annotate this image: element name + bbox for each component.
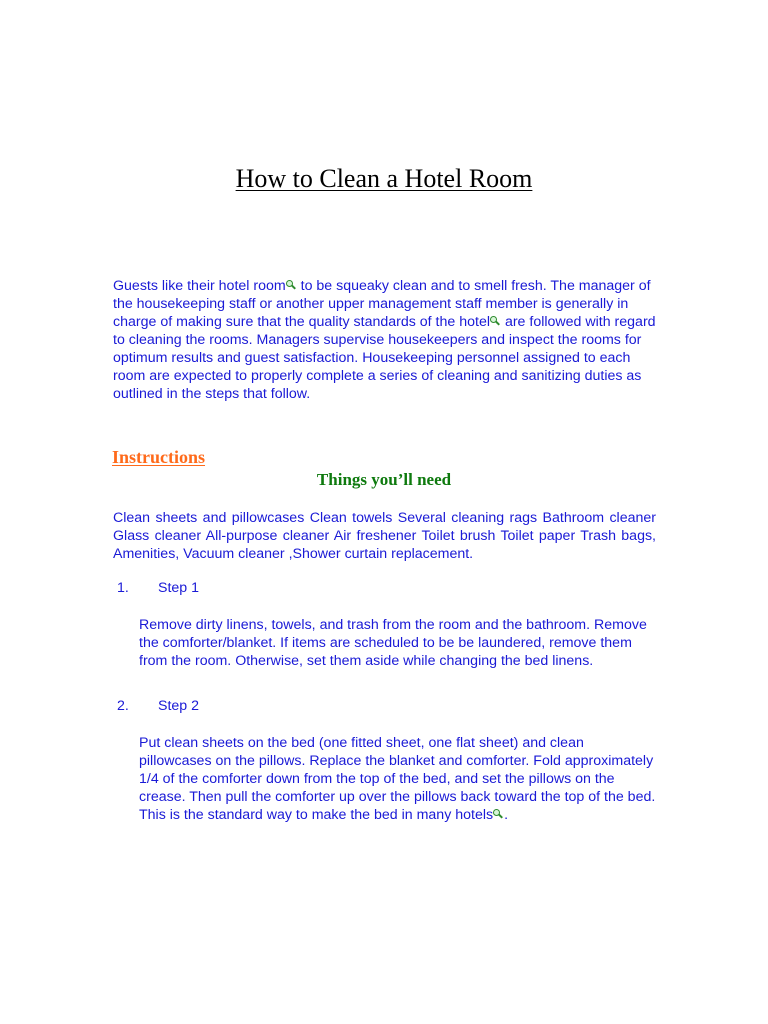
magnifier-icon[interactable] — [286, 280, 296, 291]
step-2-text — [139, 734, 659, 824]
things-heading: Things you’ll need — [316, 470, 452, 489]
step-2-text-2: . — [504, 807, 509, 823]
step-1-number: 1. — [117, 580, 129, 596]
step-1-heading — [117, 580, 199, 596]
step-2-number: 2. — [117, 698, 129, 714]
magnifier-icon[interactable] — [493, 809, 503, 820]
step-2-text-1: Put clean sheets on the bed (one fitted sheet, one flat sheet) and clean pillowcases on the pillows. Replace the blanket and comforter. Fold approximately 1/4 of the comforter down from the top of the bed, and set the pillows on the crease. Then pull the comforter up over the pillows back toward the top of the bed. This is the standard way to make the bed in many hotels — [139, 735, 656, 823]
magnifier-icon[interactable] — [490, 316, 500, 327]
step-2-label: Step 2 — [158, 698, 200, 714]
page-title: How to Clean a Hotel Room — [235, 164, 533, 193]
intro-text-1: Guests like their hotel room — [113, 278, 286, 294]
step-2-heading — [117, 698, 199, 714]
step-1-label: Step 1 — [158, 580, 200, 596]
things-list: Clean sheets and pillowcases Clean towels Several cleaning rags Bathroom cleaner Glass cleaner All-purpose cleaner Air freshener Toilet brush Toilet paper Trash bags, Amenities, Vacuum cleaner ,Shower curtain replacement. — [113, 510, 656, 562]
instructions-heading: Instructions — [112, 447, 206, 467]
step-1-text: Remove dirty linens, towels, and trash from the room and the bathroom. Remove the comforter/blanket. If items are scheduled to be be laundered, remove them from the room. Otherwise, set them aside while changing the bed linens. — [139, 617, 647, 669]
intro-text-3: are followed with regard to cleaning the rooms. Managers supervise housekeepers and inspect the rooms for optimum results and guest satisfaction. Housekeeping personnel assigned to each room are expected to properly complete a series of cleaning and sanitizing duties as outlined in the steps that follow. — [113, 314, 656, 402]
intro-paragraph — [113, 277, 658, 403]
intro-text-2: to be squeaky clean and to smell fresh. The manager of the housekeeping staff or another upper management staff member is generally in charge of making sure that the quality standards of the hotel — [113, 278, 651, 330]
